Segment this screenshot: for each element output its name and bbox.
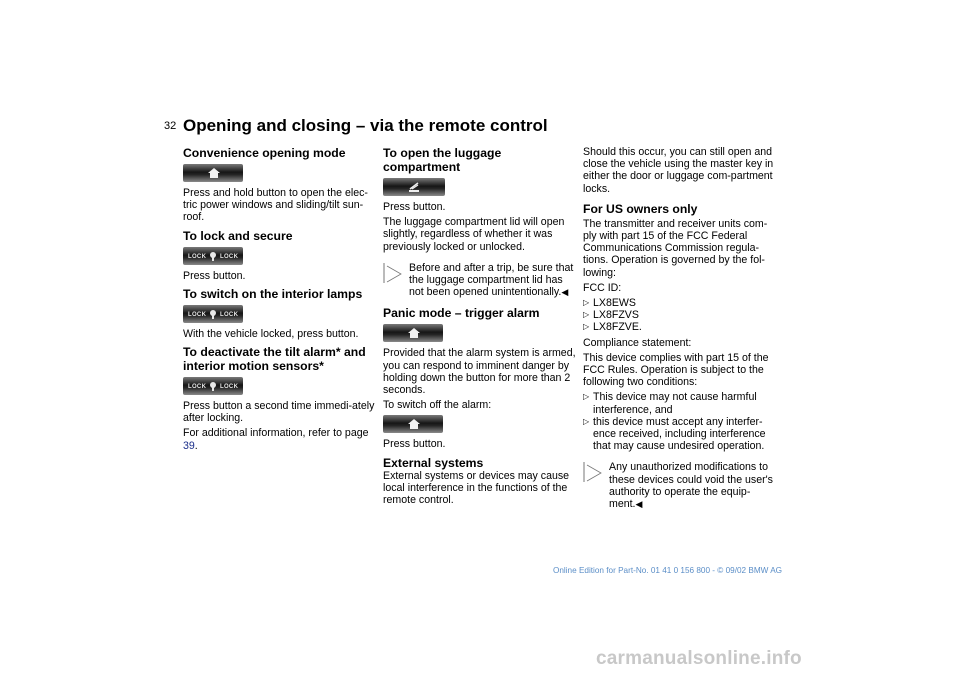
list-item: ▷ This device may not cause harmful interference, and (583, 391, 777, 415)
compliance-text: This device complies with part 15 of the FCC Rules. Operation is subject to the following two conditions: (583, 351, 769, 389)
fcc-id-label: FCC ID: (583, 281, 622, 294)
trunk-button-image (383, 178, 445, 196)
text-intro-col3: Should this occur, you can still open and close the vehicle using the master key in either the door or luggage com-partment locks. (583, 146, 774, 195)
house-icon (407, 418, 421, 430)
lock-label-right: LOCK (220, 253, 239, 260)
text-lock-secure: Press button. (183, 269, 246, 282)
text-convenience-opening: Press and hold button to open the elec-tric power windows and sliding/tilt sun-roof. (183, 187, 368, 224)
text-external-systems: External systems or devices may cause local interference in the functions of the remote control. (383, 469, 570, 507)
lock-label-left: LOCK (188, 253, 207, 260)
heading-interior-lamps: To switch on the interior lamps (183, 286, 363, 301)
text-deactivate-2 (183, 427, 377, 451)
lock-label-right: LOCK (220, 384, 239, 391)
heading-deactivate-tilt-alarm: To deactivate the tilt alarm* and interior motion sensors* (183, 345, 366, 374)
heading-external-systems: External systems (383, 455, 484, 470)
column-right (583, 146, 777, 513)
text-panic-1: Provided that the alarm system is armed, you can respond to imminent danger by holding down the button for more than 2 seconds. (383, 347, 576, 397)
text-luggage-1: Press button. (383, 201, 446, 213)
ref-prefix: For additional information, refer to page (183, 427, 369, 440)
home-button-image (383, 324, 443, 342)
note-luggage (383, 262, 577, 299)
key-icon (209, 309, 217, 319)
heading-panic-mode: Panic mode – trigger alarm (383, 306, 540, 321)
text-panic-3: Press button. (383, 438, 446, 451)
ref-suffix: . (194, 439, 198, 452)
heading-open-luggage: To open the luggage compartment (383, 146, 502, 174)
lock-button-image (183, 305, 243, 323)
caution-triangle-icon (383, 262, 405, 284)
list-item: ▷ this device must accept any interfer-ence received, including interference that may cause undesired operation. (583, 416, 777, 453)
lock-label-right: LOCK (220, 311, 239, 318)
lock-button-image (183, 377, 243, 395)
note-luggage-text (409, 262, 577, 299)
text-luggage-2: The luggage compartment lid will open slightly, regardless of whether it was previously locked or unlocked. (383, 216, 565, 253)
lock-button-image (183, 247, 243, 265)
open-trunk-icon (407, 181, 421, 193)
lock-label-left: LOCK (188, 384, 207, 391)
end-mark: ◀ (635, 499, 643, 510)
text-interior-lamps: With the vehicle locked, press button. (183, 327, 359, 340)
list-item: ▷ LX8FZVS (583, 309, 777, 321)
end-mark: ◀ (561, 287, 569, 298)
column-left (183, 146, 377, 452)
compliance-label: Compliance statement: (583, 336, 692, 349)
list-item: ▷ LX8FZVE. (583, 321, 777, 333)
text-panic-2: To switch off the alarm: (383, 399, 492, 412)
heading-lock-secure: To lock and secure (183, 228, 293, 243)
text-us-1: The transmitter and receiver units com-ply with part 15 of the FCC Federal Communications Commission regula-tions. Operation is governed by the fol-lowing: (583, 217, 768, 279)
column-middle (383, 146, 577, 506)
heading-us-owners: For US owners only (583, 201, 698, 216)
page-number: 32 (164, 120, 177, 132)
home-button-image (383, 415, 443, 433)
note-modifications-body: Any unauthorized modifications to these devices could void the user's authority to operate the equip-ment. (609, 461, 773, 511)
lock-label-left: LOCK (188, 311, 207, 318)
list-item: ▷ LX8EWS (583, 297, 777, 309)
heading-convenience-opening: Convenience opening mode (183, 146, 346, 160)
conditions-list (583, 391, 777, 452)
home-button-image (183, 164, 243, 182)
key-icon (209, 381, 217, 391)
watermark: carmanualsonline.info (596, 648, 802, 669)
house-icon (407, 327, 421, 339)
caution-triangle-icon (583, 461, 605, 483)
footer-edition: Online Edition for Part-No. 01 41 0 156 800 - © 09/02 BMW AG (553, 566, 783, 575)
fcc-id-list (583, 297, 777, 334)
page-title: Opening and closing – via the remote control (183, 116, 548, 135)
page-link-39[interactable]: 39 (183, 439, 195, 452)
note-luggage-body: Before and after a trip, be sure that the luggage compartment lid has not been opened unintentionally. (409, 261, 574, 299)
house-icon (207, 167, 221, 179)
key-icon (209, 251, 217, 261)
note-modifications (583, 461, 777, 510)
text-deactivate-1: Press button a second time immedi-ately after locking. (183, 400, 375, 425)
note-modifications-text (609, 461, 777, 510)
